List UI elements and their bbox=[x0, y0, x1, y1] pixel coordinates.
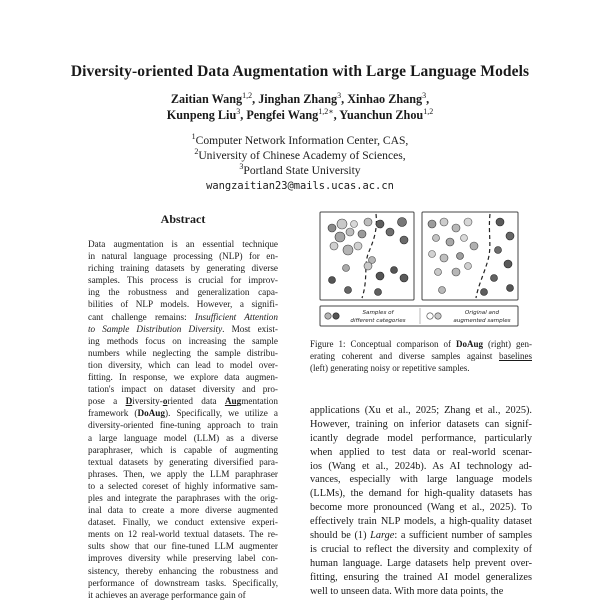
figure-legend-left-l1: Samples of bbox=[362, 310, 394, 316]
author-name: Pengfei Wang bbox=[246, 108, 319, 122]
figure-1 bbox=[318, 210, 528, 334]
affiliation-3: $^3$Portland State University bbox=[239, 162, 361, 177]
author-affiliation-mark: 1,2 bbox=[423, 106, 434, 116]
abstract-heading: Abstract bbox=[160, 212, 206, 226]
author-name: Kunpeng Liu bbox=[166, 108, 237, 122]
author-line-1: Zaitian Wang$^{1,2}$, Jinghan Zhang$^3$, Xinhao Zhang$^3$, bbox=[170, 90, 430, 106]
figure-legend-right-l2: augmented samples bbox=[453, 318, 511, 324]
author-line-2: Kunpeng Liu$^3$, Pengfei Wang$^{1,2∗}$, Yuanchun Zhou$^{1,2}$ bbox=[166, 106, 434, 122]
abstract-body: Data augmentation is an essential technique in natural language processing (NLP) for en- riching training datasets by generating diverse samples. This process is crucial for improv- ing the robustness and generalization capa- bilities of NLP models. However, a signifi- cant challenge remains: Insufficient Attention to Sample Distribution Diversity. Most exist- ing methods focus on increasing the sample numbers while neglecting the sample distribu- tion diversity, which can lead to model over- fitting. In response, we explore data augmen- tation's impact on dataset diversity and pro- pose a Diversity-oriented data Augmentation framework (DoAug). Specifically, we utilize a diversity-oriented fine-tuning approach to train a large language model (LLM) as a diverse paraphraser, which is capable of augmenting textual datasets by generating diversified para- phrases. Then, we apply the LLM paraphraser to a selected coreset of highly informative sam- ples and integrate the paraphrases with the orig- inal data to create a more diverse augmented dataset. Finally, we conduct extensive experi- ments on 12 real-world textual datasets. The re- sults show that our fine-tuned LLM augmenter improves diversity while preserving label con- sistency, thereby enhancing the robustness and performance of downstream tasks. Specifically, it achieves an average performance gain of bbox=[88, 239, 278, 600]
author-name: Xinhao Zhang bbox=[347, 92, 423, 106]
affiliation-1: $^1$Computer Network Information Center, CAS, bbox=[191, 132, 409, 147]
author-name: Yuanchun Zhou bbox=[339, 108, 424, 122]
paper-title: Diversity-oriented Data Augmentation with Large Language Models bbox=[70, 63, 530, 80]
author-affiliation-mark: 1,2∗ bbox=[318, 106, 334, 116]
figure-right-points bbox=[428, 218, 514, 296]
figure-right-boundary bbox=[476, 214, 490, 298]
figure-legend-left-swatches bbox=[325, 313, 339, 319]
figure-caption: Figure 1: Conceptual comparison of DoAug (right) gen- erating coherent and diverse samples against baselines (left) generating noisy or repetitive samples. bbox=[310, 339, 532, 373]
affiliation-2: $^2$University of Chinese Academy of Sciences, bbox=[194, 147, 406, 162]
intro-body-text: applications (Xu et al., 2025; Zhang et al., 2025). However, training on inferior datasets can signif- icantly degrade model performance, particularly when applied to test data or real-world scenar- ios (Wang et al., 2024b). As AI technology ad- vances, especially with large language models (LLMs), the demand for high-quality datasets has become more pronounced (Wang et al., 2025). To effectively train NLP models, a high-quality dataset should be (1) Large: a sufficient number of samples is crucial to reflect the diversity and complexity of human language. Large datasets help prevent over- fitting, ensuring the trained AI model generalizes well to unseen data. With more data points, the bbox=[310, 405, 532, 597]
author-affiliation-mark: 3 bbox=[422, 90, 427, 100]
figure-left-boundary bbox=[362, 214, 376, 298]
author-affiliation-mark: 1,2 bbox=[242, 90, 253, 100]
figure-legend-right-l1: Original and bbox=[464, 310, 500, 316]
author-email[interactable]: wangzaitian23@mails.ucas.ac.cn bbox=[206, 180, 394, 192]
author-affiliation-mark: 3 bbox=[337, 90, 342, 100]
figure-legend-right-swatches bbox=[427, 313, 441, 319]
figure-legend-left-l2: different categories bbox=[350, 318, 406, 324]
figure-left-points bbox=[328, 218, 408, 296]
author-affiliation-mark: 3 bbox=[236, 106, 241, 116]
author-name: Zaitian Wang bbox=[170, 92, 243, 106]
author-name: Jinghan Zhang bbox=[258, 92, 338, 106]
